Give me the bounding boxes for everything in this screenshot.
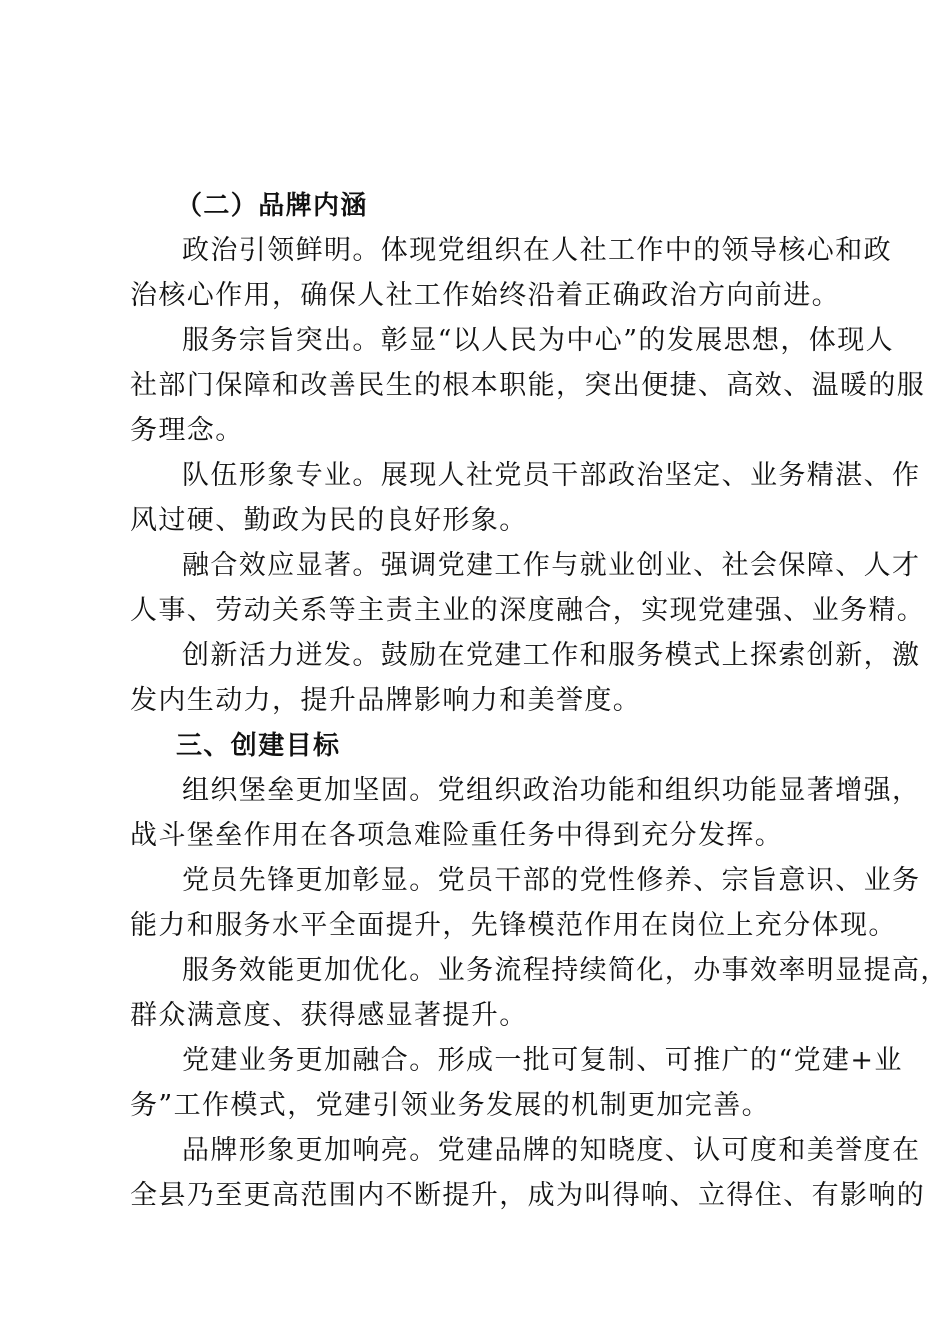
paragraph-line: 能力和服务水平全面提升，先锋模范作用在岗位上充分体现。 bbox=[130, 910, 897, 941]
paragraph-line: 队伍形象专业。展现人社党员干部政治坚定、业务精湛、作 bbox=[182, 460, 921, 491]
paragraph-line: 风过硬、勤政为民的良好形象。 bbox=[130, 505, 528, 536]
paragraph-line: 治核心作用，确保人社工作始终沿着正确政治方向前进。 bbox=[130, 280, 840, 311]
paragraph-innovation-vitality bbox=[130, 636, 921, 726]
paragraph-line: 人事、劳动关系等主责主业的深度融合，实现党建强、业务精。 bbox=[130, 595, 926, 626]
paragraph-line: 融合效应显著。强调党建工作与就业创业、社会保障、人才 bbox=[182, 550, 921, 581]
paragraph-line: 群众满意度、获得感显著提升。 bbox=[130, 1000, 528, 1031]
paragraph-line: 创新活力迸发。鼓励在党建工作和服务模式上探索创新，激 bbox=[182, 640, 921, 671]
paragraph-line: 全县乃至更高范围内不断提升，成为叫得响、立得住、有影响的 bbox=[130, 1180, 926, 1211]
paragraph-team-image bbox=[130, 456, 921, 546]
document-page bbox=[130, 186, 949, 1221]
paragraph-line: 务”工作模式，党建引领业务发展的机制更加完善。 bbox=[130, 1090, 771, 1121]
paragraph-line: 服务宗旨突出。彰显“以人民为中心”的发展思想，体现人 bbox=[182, 325, 895, 356]
paragraph-line: 战斗堡垒作用在各项急难险重任务中得到充分发挥。 bbox=[130, 820, 784, 851]
paragraph-brand-image bbox=[130, 1131, 926, 1221]
paragraph-member-vanguard bbox=[130, 861, 921, 951]
paragraph-organization-fortress bbox=[130, 771, 921, 861]
paragraph-service-efficiency bbox=[130, 951, 949, 1041]
paragraph-line: 党员先锋更加彰显。党员干部的党性修养、宗旨意识、业务 bbox=[182, 865, 921, 896]
paragraph-party-business-integration bbox=[130, 1041, 903, 1131]
section-heading: （二）品牌内涵 bbox=[176, 191, 368, 221]
paragraph-line: 社部门保障和改善民生的根本职能，突出便捷、高效、温暖的服 bbox=[130, 370, 926, 401]
paragraph-service-purpose bbox=[130, 321, 926, 456]
paragraph-line: 品牌形象更加响亮。党建品牌的知晓度、认可度和美誉度在 bbox=[182, 1135, 921, 1166]
paragraph-line: 服务效能更加优化。业务流程持续简化，办事效率明显提高， bbox=[182, 955, 949, 986]
paragraph-line: 发内生动力，提升品牌影响力和美誉度。 bbox=[130, 685, 642, 716]
paragraph-line: 政治引领鲜明。体现党组织在人社工作中的领导核心和政 bbox=[182, 235, 892, 266]
heading-creation-goals bbox=[130, 726, 826, 771]
paragraph-political-leadership bbox=[130, 231, 892, 321]
paragraph-line: 务理念。 bbox=[130, 415, 244, 446]
paragraph-integration-effect bbox=[130, 546, 926, 636]
paragraph-line: 党建业务更加融合。形成一批可复制、可推广的“党建+业 bbox=[182, 1045, 903, 1076]
section-heading: 三、创建目标 bbox=[176, 731, 341, 761]
paragraph-line: 组织堡垒更加坚固。党组织政治功能和组织功能显著增强， bbox=[182, 775, 921, 806]
heading-brand-connotation bbox=[130, 186, 826, 231]
